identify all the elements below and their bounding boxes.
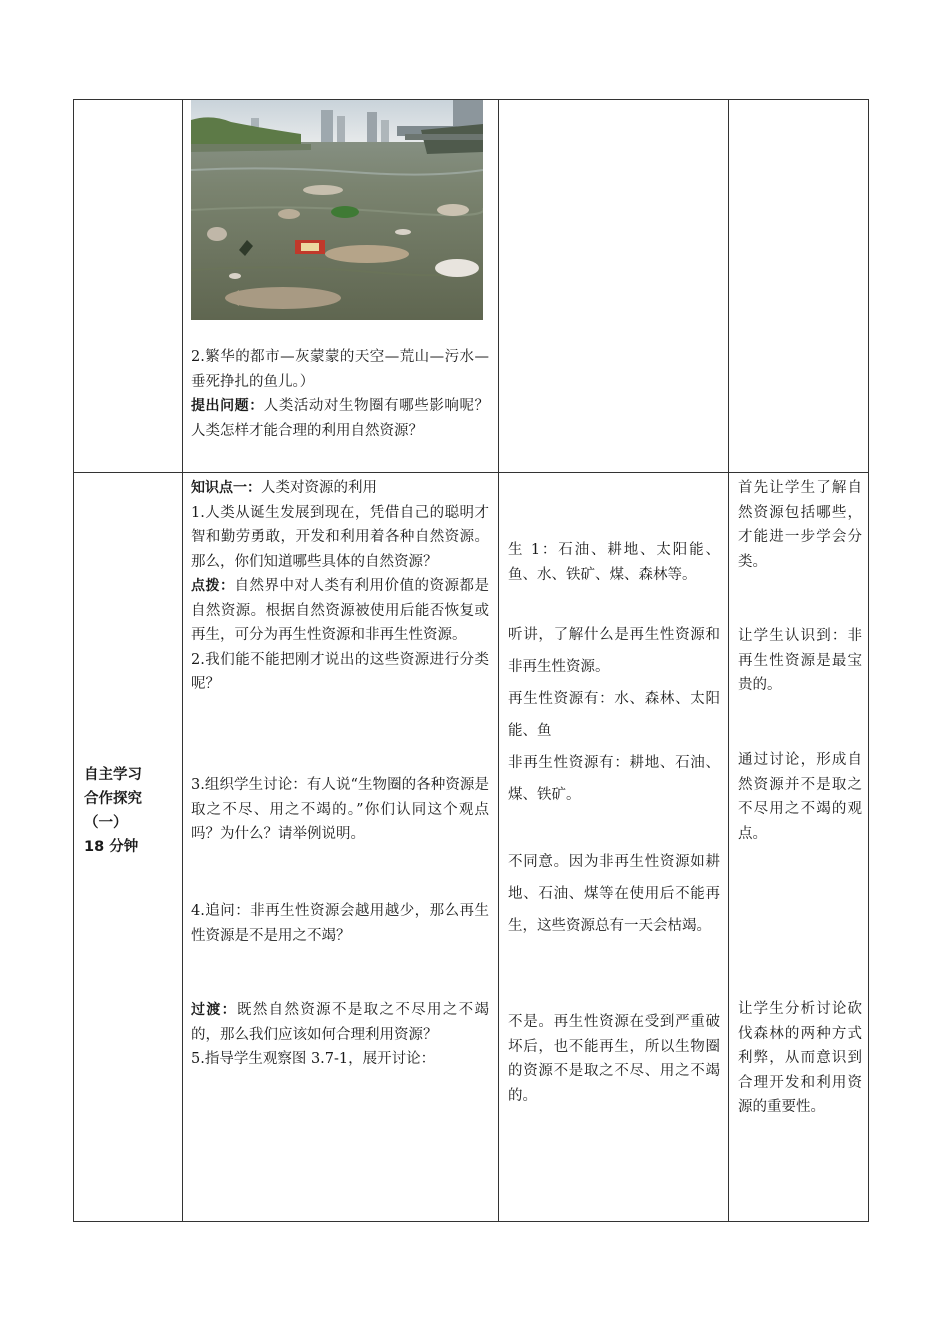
col-line-5: [868, 99, 869, 1222]
question-paragraph: [191, 394, 489, 443]
polluted-river-photo: [191, 100, 483, 320]
intent-block-2: [738, 624, 862, 698]
knowledge-point-label: 知识点一：: [191, 480, 261, 496]
teacher-kp-block: [191, 476, 489, 697]
intent-3: 通过讨论，形成自然资源并不是取之不尽用之不竭的观点。: [738, 752, 862, 842]
intent-1: 首先让学生了解自然资源包括哪些，才能进一步学会分类。: [738, 480, 862, 570]
teacher-paragraph-3: 3.组织学生讨论：有人说“生物圈的各种资源是取之不尽、用之不竭的。”你们认同这个观点吗？为什么？请举例说明。: [191, 777, 489, 842]
intent-block-1: [738, 476, 862, 574]
section-label-line-3: （一）: [84, 815, 128, 831]
student-block-3: [508, 846, 720, 942]
question-text: 人类活动对生物圈有哪些影响呢？人类怎样才能合理的利用自然资源？: [191, 398, 490, 439]
student-block-4: [508, 1010, 720, 1108]
teacher-paragraph-5: 5.指导学生观察图 3.7-1，展开讨论：: [191, 1051, 436, 1067]
transition-paragraph: [191, 998, 489, 1047]
col-line-1: [73, 99, 74, 1222]
transition-text: 既然自然资源不是取之不尽用之不竭的，那么我们应该如何合理利用资源？: [191, 1002, 489, 1043]
student-disagree: 不同意。因为非再生性资源如耕地、石油、煤等在使用后不能再生，这些资源总有一天会枯竭。: [508, 854, 720, 934]
student-answer-1: 生 1：石油、耕地、太阳能、鱼、水、铁矿、煤、森林等。: [508, 542, 720, 583]
row1-teacher-text: [191, 345, 489, 443]
student-block-2: [508, 619, 720, 811]
transition-label: 过渡：: [191, 1002, 237, 1018]
section-label: [84, 763, 178, 859]
student-not-endless: 不是。再生性资源在受到严重破坏后，也不能再生，所以生物圈的资源不是取之不尽、用之不竭的。: [508, 1014, 720, 1104]
section-label-line-2: 合作探究: [84, 791, 142, 807]
intent-block-3: [738, 748, 862, 846]
col-line-3: [498, 99, 499, 1222]
knowledge-point-text: 人类对资源的利用: [261, 480, 377, 496]
intent-4: 让学生分析讨论砍伐森林的两种方式利弊，从而意识到合理开发和利用资源的重要性。: [738, 1001, 862, 1115]
teacher-paragraph-4-block: [191, 899, 489, 948]
section-label-line-1: 自主学习: [84, 767, 142, 783]
teacher-paragraph-2: 2.我们能不能把刚才说出的这些资源进行分类呢？: [191, 651, 489, 692]
teacher-paragraph-1: 1.人类从诞生发展到现在，凭借自己的聪明才智和勤劳勇敢，开发和利用着各种自然资源。那么，你们知道哪些具体的自然资源？: [191, 504, 489, 570]
teacher-paragraph-4: 4.追问：非再生性资源会越用越少，那么再生性资源是不是用之不竭？: [191, 903, 489, 944]
row-divider: [73, 472, 869, 473]
student-block-1: [508, 538, 720, 587]
teacher-paragraph-3-block: [191, 773, 489, 847]
photo-caption: 2.繁华的都市—灰蒙蒙的天空—荒山—污水— 垂死挣扎的鱼儿。）: [191, 349, 489, 390]
table-bottom-border: [73, 1221, 869, 1222]
teacher-transition-block: [191, 998, 489, 1072]
section-label-line-4: 18 分钟: [84, 839, 139, 855]
question-label: 提出问题：: [191, 398, 264, 414]
intent-block-4: [738, 997, 862, 1120]
student-nonrenewable: 非再生性资源有：耕地、石油、煤、铁矿。: [508, 755, 720, 803]
student-renewable: 再生性资源有：水、森林、太阳能、鱼: [508, 691, 720, 739]
knowledge-point: [191, 476, 489, 501]
student-listen: 听讲，了解什么是再生性资源和非再生性资源。: [508, 627, 720, 675]
intent-2: 让学生认识到：非再生性资源是最宝贵的。: [738, 628, 862, 693]
col-line-4: [728, 99, 729, 1222]
hint-label: 点拨：: [191, 578, 235, 594]
hint-text: 自然界中对人类有利用价值的资源都是自然资源。根据自然资源被使用后能否恢复或再生，可分为再生性资源和非再生性资源。: [191, 578, 489, 643]
col-line-2: [182, 99, 183, 1222]
hint-paragraph: [191, 574, 489, 648]
